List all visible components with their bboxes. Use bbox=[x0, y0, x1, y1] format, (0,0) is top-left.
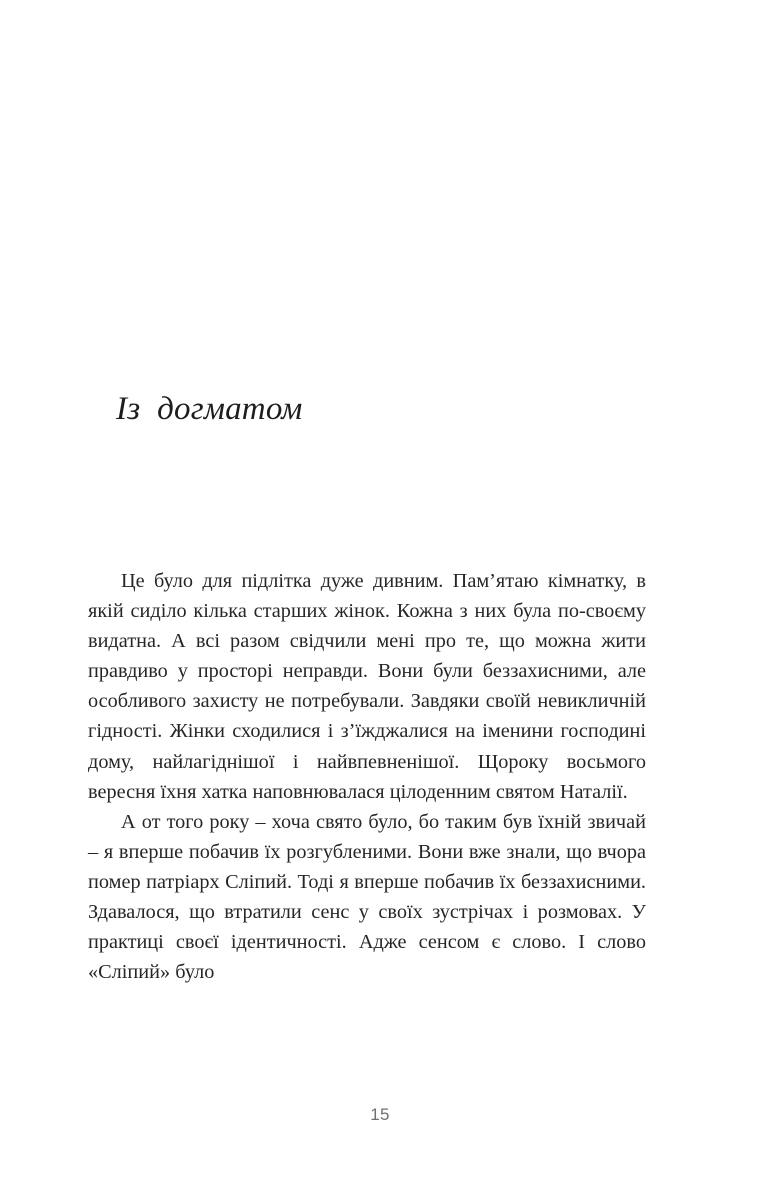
body-paragraph: А от того року – хоча свято було, бо таким був їхній звичай – я вперше побачив їх розгубленими. Вони вже знали, що вчора помер патріарх Сліпий. Тоді я вперше побачив їх беззахисними. Здавалося, що втратили сенс у своїх зустрічах і розмовах. У практиці своєї ідентичності. Адже сенсом є слово. І слово «Сліпий» було bbox=[88, 810, 646, 984]
body-text-block bbox=[88, 566, 646, 987]
body-paragraph: Це було для підлітка дуже дивним. Пам’ятаю кімнатку, в якій сиділо кілька старших жінок. Кожна з них була по-своєму видатна. А всі разом свідчили мені про те, що можна жити правдиво у просторі неправди. Вони були беззахисними, але особливого захисту не потребували. Завдяки своїй невикличній гідності. Жінки сходилися і з’їжджалися на іменини господині дому, найлагіднішої і найвпевненішої. Щороку восьмого вересня їхня хатка наповнювалася цілоденним святом Наталії. bbox=[88, 570, 646, 803]
page-number: 15 bbox=[370, 1105, 390, 1124]
chapter-title: Із догматом bbox=[116, 391, 303, 428]
